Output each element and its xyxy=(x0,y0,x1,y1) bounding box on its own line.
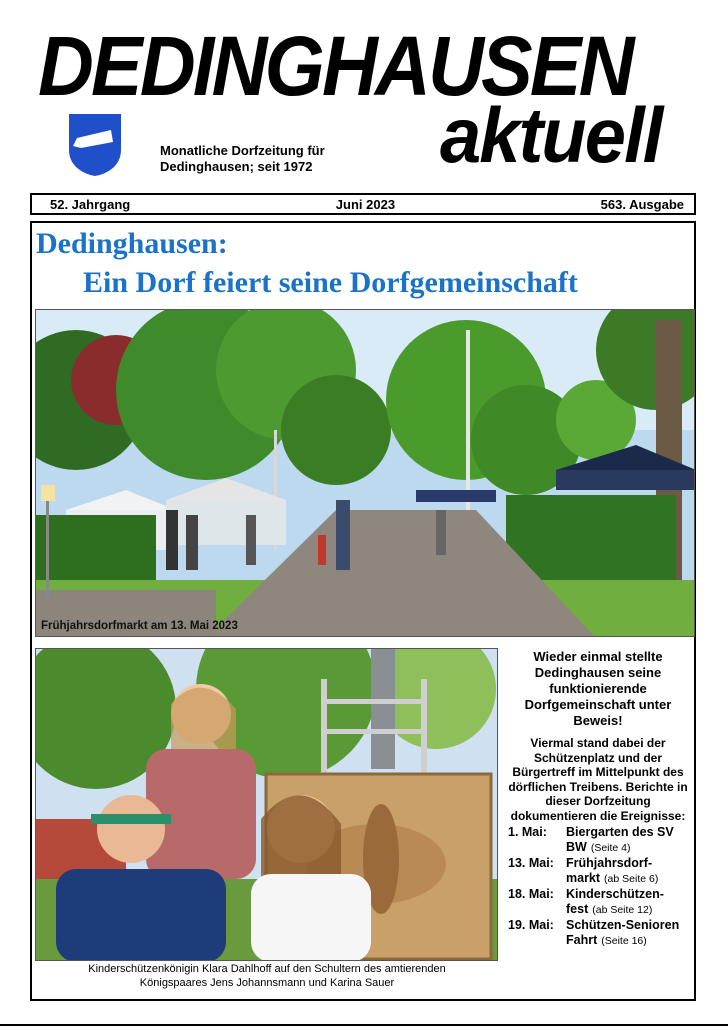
event-page-ref: (ab Seite 6) xyxy=(604,873,659,885)
event-title-text: Biergarten des SV BW xyxy=(566,825,674,854)
event-item xyxy=(508,918,688,949)
issue-volume: 52. Jahrgang xyxy=(50,196,131,212)
page-bottom-rule xyxy=(0,1024,728,1026)
issue-number: 563. Ausgabe xyxy=(600,196,684,212)
royals-caption-line-2: Königspaares Jens Johannsmann und Karina Sauer xyxy=(139,977,395,989)
tagline-line-1: Monatliche Dorfzeitung für xyxy=(160,143,325,158)
event-item xyxy=(508,887,688,918)
event-list xyxy=(508,825,688,949)
event-page-ref: (Seite 16) xyxy=(601,935,647,947)
event-title-text: Schützen-Senioren Fahrt xyxy=(566,918,680,947)
event-page-ref: (Seite 4) xyxy=(590,842,631,854)
headline-line-2: Ein Dorf feiert seine Dorfgemeinschaft xyxy=(83,266,578,299)
event-date: 18. Mai: xyxy=(508,887,554,901)
sidebar-body: Viermal stand dabei der Schützenplatz und der Bürgertreff im Mittelpunkt des dörflichen Treibens. Berichte in dieser Dorfzeitung dokumentieren die Ereignisse: xyxy=(508,736,688,823)
event-date: 13. Mai: xyxy=(508,856,554,870)
event-item xyxy=(508,825,688,856)
sidebar-article xyxy=(508,649,688,949)
masthead-subtitle: aktuell xyxy=(440,91,662,179)
royals-caption-line-1: Kinderschützenkönigin Klara Dahlhoff auf den Schultern des amtierenden xyxy=(88,963,446,975)
event-item xyxy=(508,856,688,887)
masthead-tagline xyxy=(160,143,370,175)
event-title-text: Kinderschützen-fest xyxy=(566,887,664,916)
event-title xyxy=(566,825,688,856)
masthead-title: DEDINGHAUSEN xyxy=(38,19,632,113)
event-title-text: Frühjahrsdorf-markt xyxy=(566,856,653,885)
market-photo-caption: Frühjahrsdorfmarkt am 13. Mai 2023 xyxy=(41,620,238,632)
royals-photo xyxy=(35,648,498,961)
event-page-ref: (ab Seite 12) xyxy=(592,904,653,916)
royals-photo-caption xyxy=(36,962,498,990)
issue-info-bar xyxy=(30,193,696,215)
event-title xyxy=(566,887,688,918)
issue-date: Juni 2023 xyxy=(335,196,396,212)
event-title xyxy=(566,918,688,949)
market-photo xyxy=(35,309,695,637)
event-date: 1. Mai: xyxy=(508,825,547,839)
coat-of-arms-icon xyxy=(67,112,123,178)
event-date: 19. Mai: xyxy=(508,918,554,932)
tagline-line-2: Dedinghausen; seit 1972 xyxy=(160,159,313,174)
event-title xyxy=(566,856,688,887)
sidebar-intro: Wieder einmal stellte Dedinghausen seine funktionierende Dorfgemeinschaft unter Beweis! xyxy=(524,649,672,728)
headline-line-1: Dedinghausen: xyxy=(36,227,228,260)
